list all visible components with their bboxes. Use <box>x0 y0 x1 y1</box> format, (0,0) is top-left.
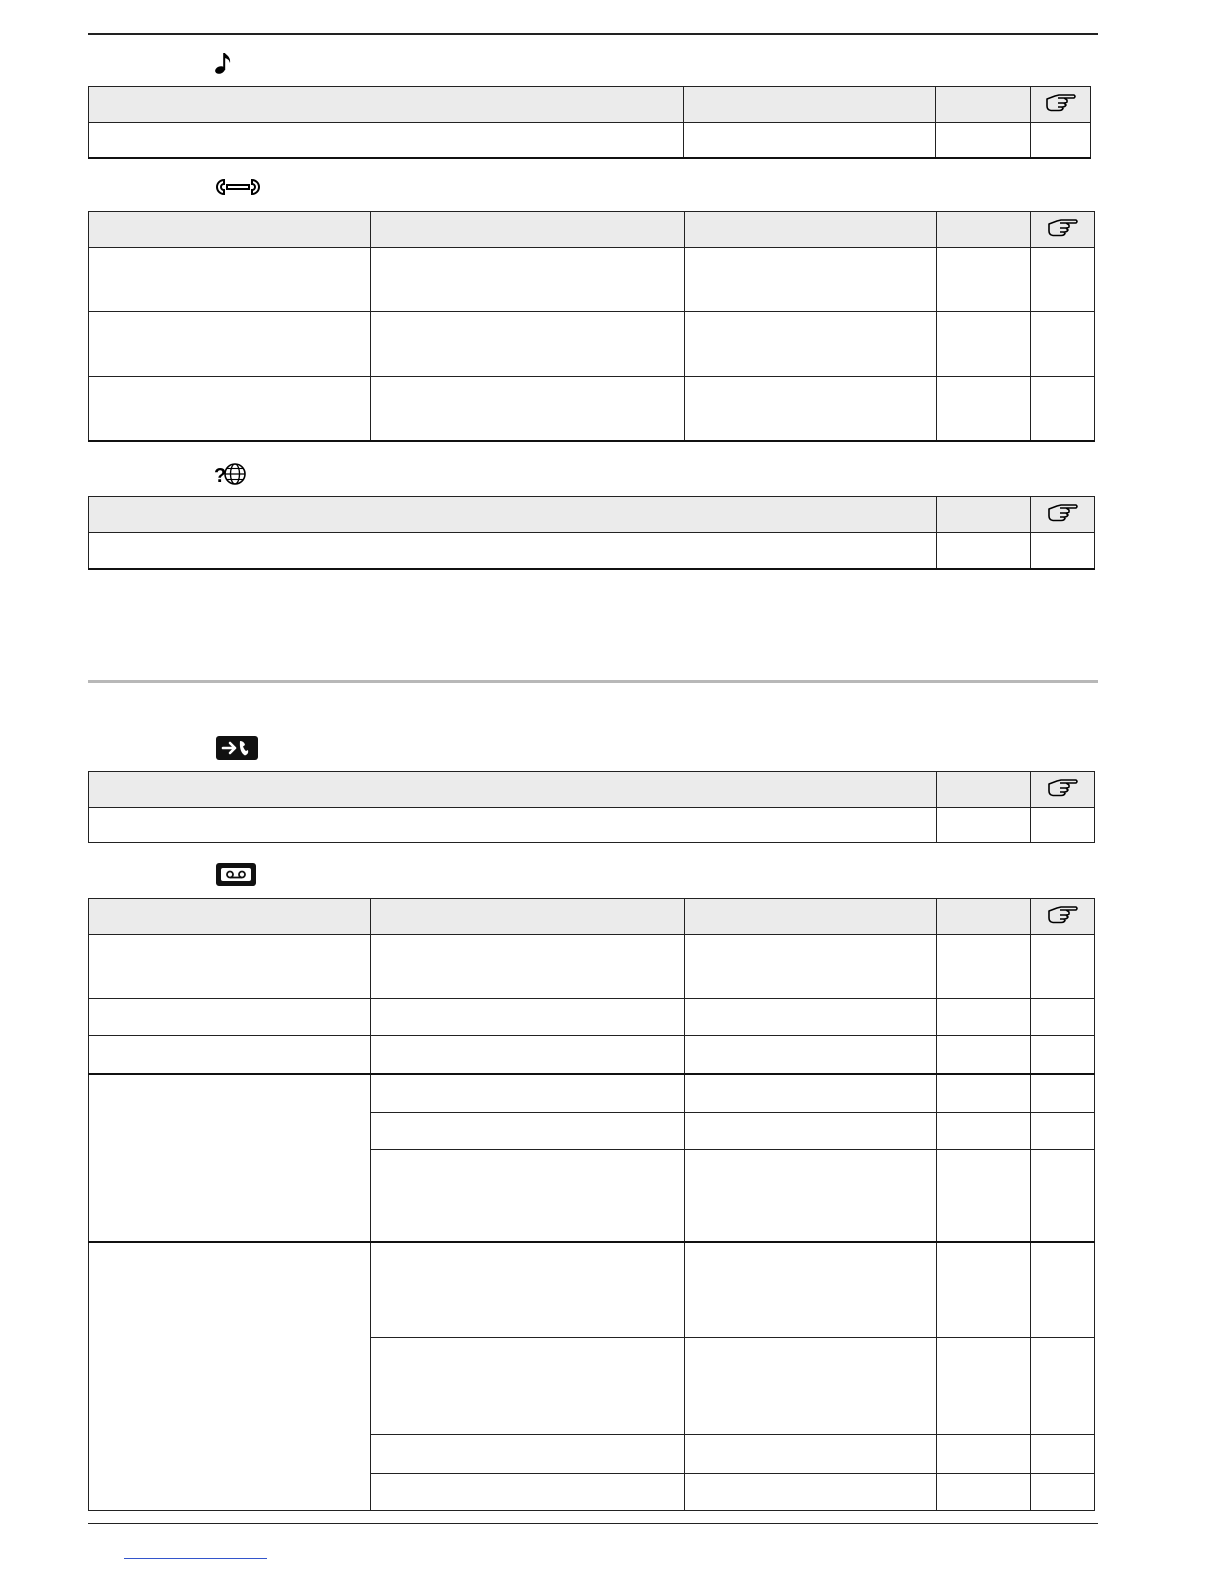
table-cell <box>937 1242 1031 1338</box>
table-cell <box>685 1435 937 1474</box>
footer-link-underline[interactable] <box>124 1558 267 1559</box>
table-row <box>89 808 1095 843</box>
table-header-row <box>89 899 1095 935</box>
table-cell <box>1031 1435 1095 1474</box>
table-cell <box>371 1242 685 1338</box>
table-cell <box>371 1474 685 1511</box>
svg-text:?: ? <box>214 465 227 487</box>
table-row <box>89 935 1095 999</box>
header-cell <box>937 212 1031 248</box>
table-header-row <box>89 212 1095 248</box>
table-cell <box>1031 808 1095 843</box>
table-row <box>89 377 1095 441</box>
header-cell <box>89 899 371 935</box>
table-cell <box>937 312 1031 377</box>
reference-header-cell <box>1031 899 1095 935</box>
header-cell <box>371 899 685 935</box>
table-cell <box>89 1242 371 1511</box>
table-cell <box>1031 935 1095 999</box>
ringtone-table <box>88 86 1091 159</box>
table-cell <box>685 1074 937 1113</box>
table-cell <box>89 1036 371 1074</box>
table-cell <box>1031 533 1095 569</box>
table-row <box>89 248 1095 312</box>
table-row <box>89 533 1095 569</box>
table-cell <box>1031 1338 1095 1435</box>
pointing-hand-icon <box>1047 904 1079 929</box>
header-cell <box>937 772 1031 808</box>
bottom-rule <box>88 1523 1098 1524</box>
header-cell <box>937 497 1031 533</box>
answering-table <box>88 898 1095 1511</box>
table-header-row <box>89 87 1091 123</box>
table-cell <box>684 123 936 158</box>
table-cell <box>371 312 685 377</box>
table-cell <box>937 248 1031 312</box>
table-cell <box>89 312 371 377</box>
table-cell <box>685 1150 937 1242</box>
header-cell <box>89 772 937 808</box>
table-cell <box>937 1474 1031 1511</box>
header-cell <box>936 87 1031 123</box>
header-cell <box>684 87 936 123</box>
header-cell <box>89 497 937 533</box>
table-cell <box>1031 1036 1095 1074</box>
table-row <box>89 312 1095 377</box>
header-cell <box>685 899 937 935</box>
table-cell <box>371 1150 685 1242</box>
table-cell <box>937 1338 1031 1435</box>
table-cell <box>685 1242 937 1338</box>
table-cell <box>937 1074 1031 1113</box>
table-cell <box>1031 123 1091 158</box>
table-cell <box>1031 1150 1095 1242</box>
table-header-row <box>89 497 1095 533</box>
table-cell <box>371 1036 685 1074</box>
table-cell <box>89 935 371 999</box>
table-cell <box>371 1113 685 1150</box>
header-cell <box>89 212 371 248</box>
table-cell <box>937 935 1031 999</box>
table-cell <box>937 1150 1031 1242</box>
table-cell <box>936 123 1031 158</box>
pointing-hand-icon <box>1047 502 1079 527</box>
table-cell <box>937 533 1031 569</box>
pointing-hand-icon <box>1047 217 1079 242</box>
table-cell <box>89 1074 371 1242</box>
table-cell <box>371 999 685 1036</box>
table-cell <box>685 1338 937 1435</box>
reference-header-cell <box>1031 212 1095 248</box>
music-note-icon <box>214 51 234 80</box>
table-cell <box>371 1435 685 1474</box>
call-forward-icon <box>216 736 258 765</box>
table-row <box>89 1242 1095 1338</box>
call-forward-table <box>88 771 1095 843</box>
table-cell <box>937 1435 1031 1474</box>
wrench-icon <box>214 177 262 202</box>
table-row <box>89 1074 1095 1113</box>
table-cell <box>685 312 937 377</box>
pointing-hand-icon <box>1045 92 1077 117</box>
table-cell <box>371 377 685 441</box>
table-cell <box>937 999 1031 1036</box>
table-cell <box>89 123 684 158</box>
table-cell <box>1031 1113 1095 1150</box>
section-divider <box>88 680 1098 683</box>
table-row <box>89 999 1095 1036</box>
table-cell <box>1031 1074 1095 1113</box>
setup-table <box>88 211 1095 442</box>
table-cell <box>1031 999 1095 1036</box>
cassette-tape-icon <box>216 863 256 891</box>
table-cell <box>1031 312 1095 377</box>
table-cell <box>371 935 685 999</box>
table-cell <box>937 1113 1031 1150</box>
table-cell <box>1031 1474 1095 1511</box>
table-row <box>89 123 1091 158</box>
table-cell <box>89 533 937 569</box>
language-table <box>88 496 1095 570</box>
pointing-hand-icon <box>1047 777 1079 802</box>
header-cell <box>685 212 937 248</box>
table-cell <box>89 377 371 441</box>
reference-header-cell <box>1031 497 1095 533</box>
table-cell <box>685 999 937 1036</box>
table-cell <box>89 999 371 1036</box>
header-cell <box>371 212 685 248</box>
header-cell <box>937 899 1031 935</box>
table-cell <box>371 1338 685 1435</box>
table-cell <box>685 248 937 312</box>
table-cell <box>937 377 1031 441</box>
table-cell <box>937 808 1031 843</box>
table-cell <box>685 935 937 999</box>
table-header-row <box>89 772 1095 808</box>
table-cell <box>1031 377 1095 441</box>
table-cell <box>89 248 371 312</box>
table-cell <box>937 1036 1031 1074</box>
table-cell <box>685 377 937 441</box>
question-globe-icon <box>214 461 248 492</box>
reference-header-cell <box>1031 87 1091 123</box>
header-cell <box>89 87 684 123</box>
table-row <box>89 1036 1095 1074</box>
table-cell <box>371 1074 685 1113</box>
top-rule <box>88 33 1098 35</box>
reference-header-cell <box>1031 772 1095 808</box>
table-cell <box>685 1474 937 1511</box>
table-cell <box>1031 1242 1095 1338</box>
table-cell <box>371 248 685 312</box>
table-cell <box>89 808 937 843</box>
table-cell <box>685 1113 937 1150</box>
table-cell <box>1031 248 1095 312</box>
table-cell <box>685 1036 937 1074</box>
